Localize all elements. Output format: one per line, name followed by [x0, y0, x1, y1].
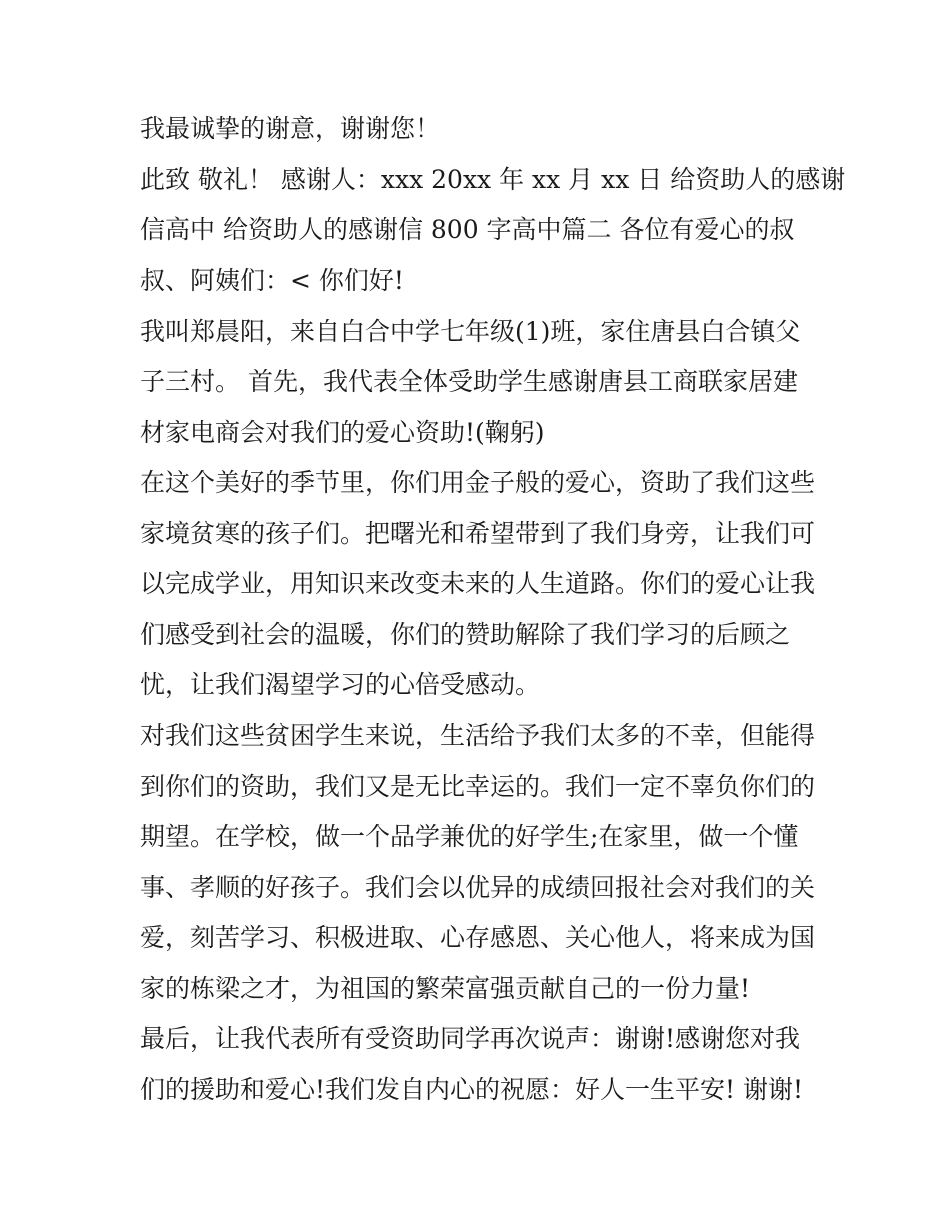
text-line: 忧，让我们渴望学习的心倍受感动。 [140, 670, 541, 699]
text-line: 以完成学业，用知识来改变未来的人生道路。你们的爱心让我 [140, 569, 816, 598]
text-line: 到你们的资助，我们又是无比幸运的。我们一定不辜负你们的 [140, 772, 816, 801]
text-line: 爱，刻苦学习、积极进取、心存感恩、关心他人，将来成为国 [140, 923, 816, 952]
text-line: 期望。在学校，做一个品学兼优的好学生;在家里，做一个懂 [140, 822, 799, 851]
text-line: 们感受到社会的温暖，你们的赞助解除了我们学习的后顾之 [140, 620, 791, 649]
text-line: 此致 敬礼！ 感谢人：xxx 20xx 年 xx 月 xx 日 给资助人的感谢 [140, 165, 846, 194]
text-line: 子三村。 首先，我代表全体受助学生感谢唐县工商联家居建 [140, 367, 798, 396]
text-line: 在这个美好的季节里，你们用金子般的爱心，资助了我们这些 [140, 468, 816, 497]
text-line: 最后，让我代表所有受资助同学再次说声：谢谢!感谢您对我 [140, 1024, 801, 1053]
text-line: 叔、阿姨们：< 你们好! [140, 266, 404, 295]
text-line: 我叫郑晨阳，来自白合中学七年级(1)班，家住唐县白合镇父 [140, 317, 801, 346]
text-line: 事、孝顺的好孩子。我们会以优异的成绩回报社会对我们的关 [140, 873, 816, 902]
text-line: 信高中 给资助人的感谢信 800 字高中篇二 各位有爱心的叔 [140, 215, 795, 244]
text-line: 家的栋梁之才，为祖国的繁荣富强贡献自己的一份力量! [140, 974, 751, 1003]
text-line: 我最诚挚的谢意，谢谢您！ [140, 114, 441, 143]
text-line: 材家电商会对我们的爱心资助!(鞠躬) [140, 418, 545, 447]
text-line: 对我们这些贫困学生来说，生活给予我们太多的不幸，但能得 [140, 721, 816, 750]
text-line: 家境贫寒的孩子们。把曙光和希望带到了我们身旁，让我们可 [140, 519, 816, 548]
text-line: 们的援助和爱心!我们发自内心的祝愿：好人一生平安! 谢谢! [140, 1075, 804, 1104]
